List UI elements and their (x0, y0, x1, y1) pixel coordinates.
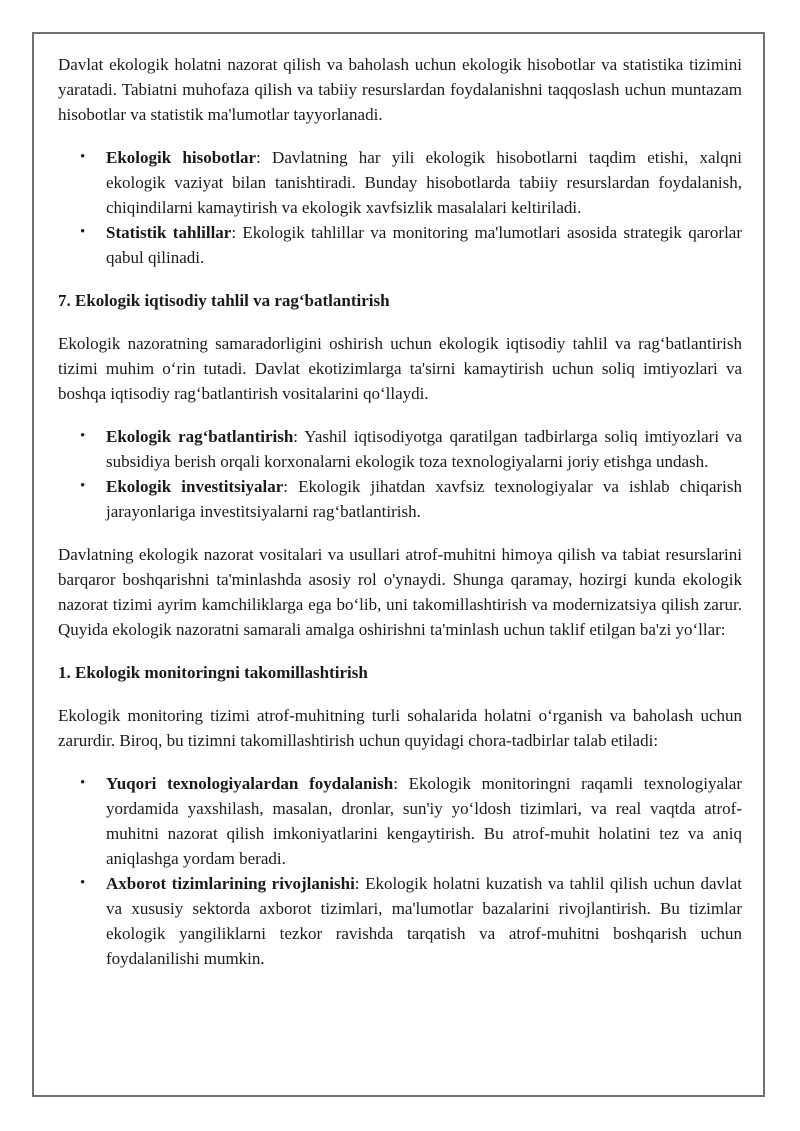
list-item (58, 871, 742, 971)
bullet-list (58, 145, 742, 270)
list-item-text: : Ekologik holatni kuzatish va tahlil qilish uchun davlat va xususiy sektorda axborot tizimlari, ma'lumotlar bazalarini rivojlantirish. Bu tizimlar ekologik yangiliklarni tezkor ravishda tarqatish va atrof-muhitni boshqarish uchun foydalanilishi mumkin. (106, 874, 742, 968)
list-item-term: Ekologik hisobotlar (106, 148, 257, 167)
list-item-term: Ekologik investitsiyalar (106, 477, 284, 496)
list-item-text: : Ekologik monitoringni raqamli texnologiyalar yordamida yaxshilash, masalan, dronlar, sun'iy yo‘ldosh tizimlari, va real vaqtda atrof-muhitni nazorat qilish imkoniyatlarini kengaytirish. Bu atrof-muhit holatini tez va aniq aniqlashga yordam beradi. (106, 774, 742, 868)
list-item (58, 424, 742, 474)
list-item-text: : Davlatning har yili ekologik hisobotlarni taqdim etishi, xalqni ekologik vaziyat bilan tanishtiradi. Bunday hisobotlarda tabiiy resurslardan foydalanish, chiqindilarni kamaytirish va ekologik xavfsizlik masalalari keltiriladi. (106, 148, 742, 217)
section-heading: 1. Ekologik monitoringni takomillashtirish (58, 663, 368, 682)
bullet-list (58, 771, 742, 971)
list-item-term: Statistik tahlillar (106, 223, 232, 242)
list-item-text: : Ekologik tahlillar va monitoring ma'lumotlari asosida strategik qarorlar qabul qilinadi. (106, 223, 742, 267)
bullet-icon: • (80, 875, 86, 891)
paragraph: Davlat ekologik holatni nazorat qilish va baholash uchun ekologik hisobotlar va statistika tizimini yaratadi. Tabiatni muhofaza qilish va tabiiy resurslardan foydalanishni taqqoslash uchun muntazam hisobotlar va statistik ma'lumotlar tayyorlanadi. (58, 55, 742, 124)
list-item (58, 474, 742, 524)
bullet-icon: • (80, 224, 86, 240)
list-item-text: : Yashil iqtisodiyotga qaratilgan tadbirlarga soliq imtiyozlari va subsidiya berish orqali korxonalarni ekologik toza texnologiyalarni joriy etishga undash. (106, 427, 742, 471)
list-item-term: Yuqori texnologiyalardan foydalanish (106, 774, 394, 793)
list-item (58, 771, 742, 871)
list-item-term: Ekologik rag‘batlantirish (106, 427, 294, 446)
list-item (58, 220, 742, 270)
bullet-icon: • (80, 775, 86, 791)
paragraph: Ekologik monitoring tizimi atrof-muhitning turli sohalarida holatni o‘rganish va baholash uchun zarurdir. Biroq, bu tizimni takomillashtirish uchun quyidagi chora-tadbirlar talab etiladi: (58, 706, 742, 750)
document-body (58, 52, 742, 989)
paragraph: Ekologik nazoratning samaradorligini oshirish uchun ekologik iqtisodiy tahlil va rag‘batlantirish tizimi muhim o‘rin tutadi. Davlat ekotizimlarga ta'sirni kamaytirish uchun soliq imtiyozlari va boshqa iqtisodiy rag‘batlantirish vositalarini qo‘llaydi. (58, 334, 742, 403)
paragraph: Davlatning ekologik nazorat vositalari va usullari atrof-muhitni himoya qilish va tabiat resurslarini barqaror boshqarishni ta'minlashda asosiy rol o'ynaydi. Shunga qaramay, hozirgi kunda ekologik nazorat tizimi ayrim kamchiliklarga ega bo‘lib, uni takomillashtirish va modernizatsiya qilish zarur. Quyida ekologik nazoratni samarali amalga oshirishni ta'minlash uchun taklif etilgan ba'zi yo‘llar: (58, 545, 742, 639)
list-item-text: : Ekologik jihatdan xavfsiz texnologiyalar va ishlab chiqarish jarayonlariga investitsiyalarni rag‘batlantirish. (106, 477, 742, 521)
bullet-list (58, 424, 742, 524)
bullet-icon: • (80, 478, 86, 494)
bullet-icon: • (80, 149, 86, 165)
section-heading: 7. Ekologik iqtisodiy tahlil va rag‘batlantirish (58, 291, 390, 310)
bullet-icon: • (80, 428, 86, 444)
list-item-term: Axborot tizimlarining rivojlanishi (106, 874, 355, 893)
list-item (58, 145, 742, 220)
